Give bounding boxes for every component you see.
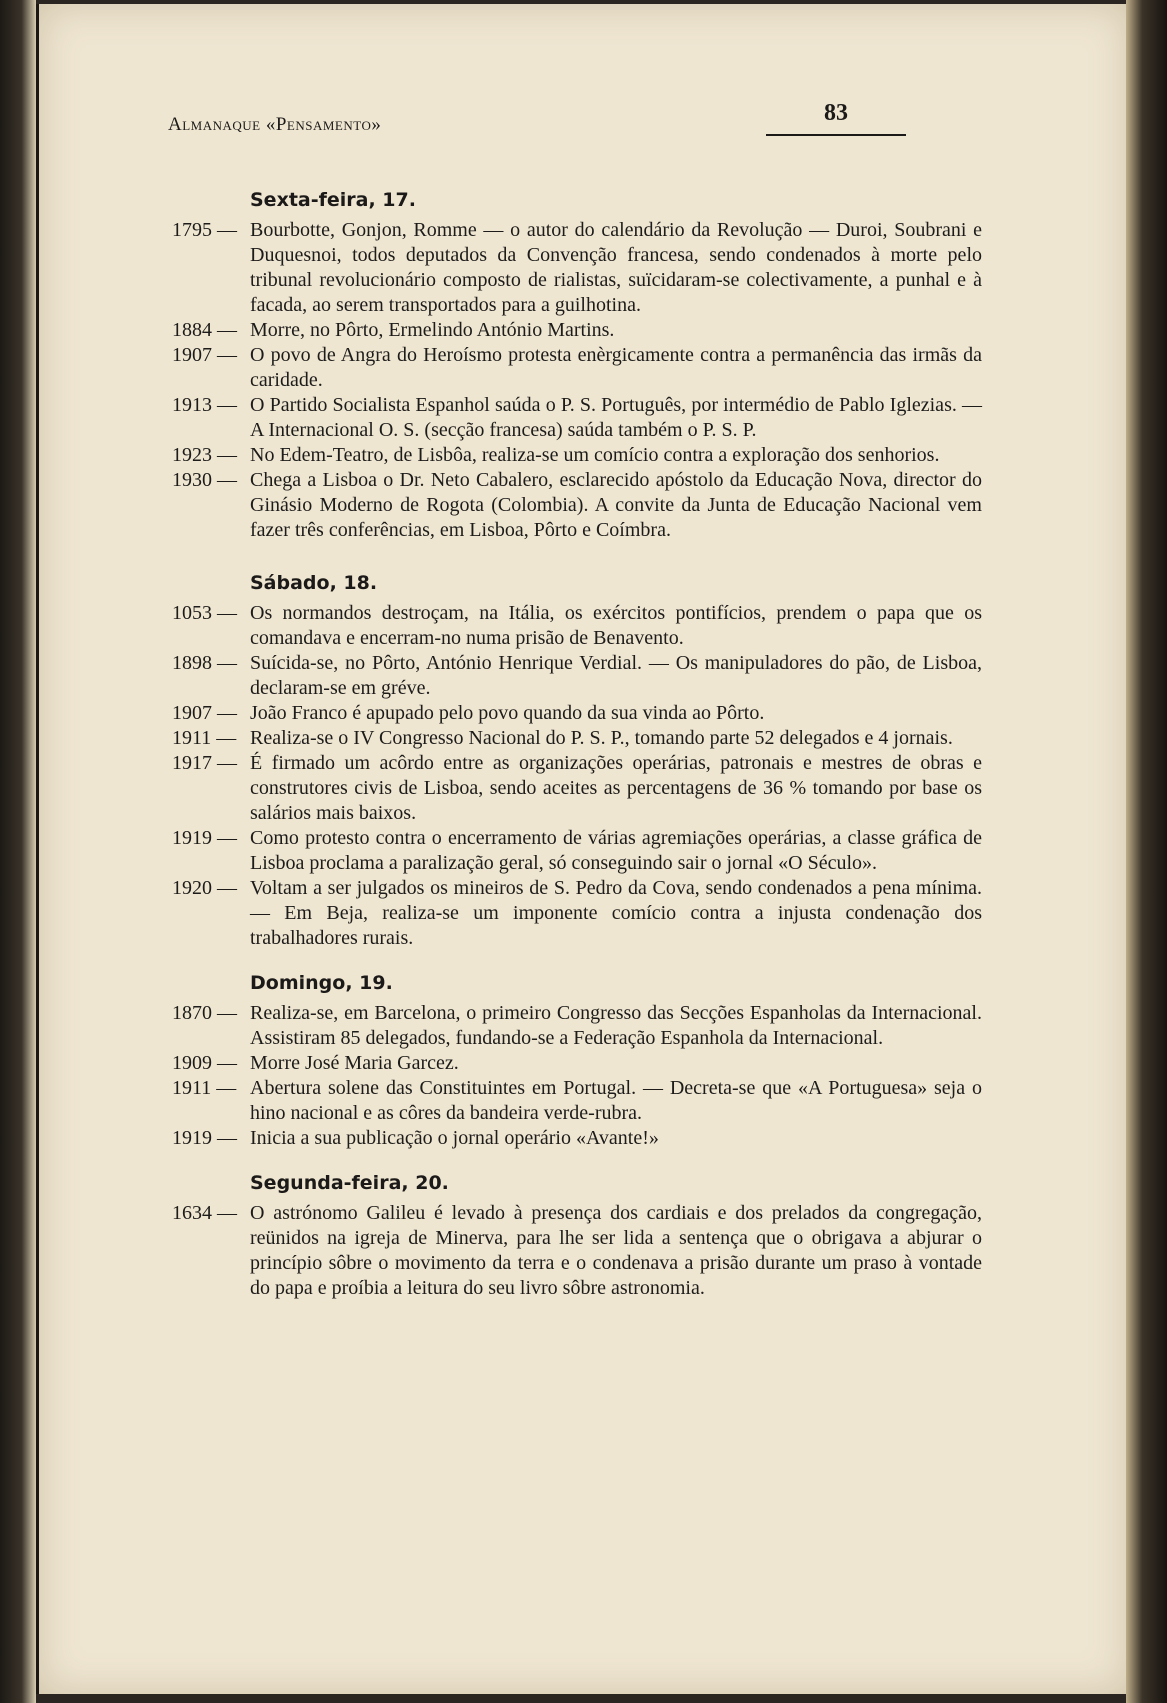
entry-year: 1795 —	[172, 218, 237, 243]
entry-text: Voltam a ser julgados os mineiros de S. Pedro da Cova, sendo condenados a pena mínima. — Em Beja, realiza-se um imponente comício contra a injusta condenação dos trabalhadores rurais.	[250, 877, 982, 949]
entry	[172, 751, 982, 826]
entry-year: 1634 —	[172, 1201, 237, 1226]
entry	[172, 876, 982, 951]
entry-text: Morre, no Pôrto, Ermelindo António Martins.	[250, 319, 615, 341]
book-spine	[0, 0, 36, 1703]
entry-year: 1911 —	[172, 1076, 236, 1101]
entry	[172, 701, 982, 726]
entry-text: O Partido Socialista Espanhol saúda o P. S. Português, por intermédio de Pablo Iglezias. — A Internacional O. S. (secção francesa) saúda também o P. S. P.	[250, 394, 982, 441]
entry	[172, 1051, 982, 1076]
entry-year: 1907 —	[172, 701, 237, 726]
entry-year: 1913 —	[172, 393, 237, 418]
entry-year: 1920 —	[172, 876, 237, 901]
entry	[172, 1001, 982, 1051]
entry-text: Bourbotte, Gonjon, Romme — o autor do calendário da Revolução — Duroi, Soubrani e Duquesnoi, todos deputados da Convenção francesa, sendo condenados à morte pelo tribunal revolucionário composto de rialistas, suïcidaram-se colectivamente, a punhal e à facada, ao serem transportados para a guilhotina.	[250, 219, 982, 316]
entry	[172, 726, 982, 751]
entry	[172, 218, 982, 318]
entry	[172, 826, 982, 876]
almanac-content	[172, 186, 982, 1319]
page-header	[134, 100, 914, 140]
entry-text: Morre José Maria Garcez.	[250, 1052, 459, 1074]
entry	[172, 343, 982, 393]
day-heading: Segunda-feira, 20.	[250, 1172, 449, 1194]
entry-year: 1930 —	[172, 468, 237, 493]
entry-year: 1898 —	[172, 651, 237, 676]
entry-text: É firmado um acôrdo entre as organizações operárias, patronais e mestres de obras e construtores civis de Lisboa, sendo aceites as percentagens de 36 % tomando por base os salários mais baixos.	[250, 752, 982, 824]
entry-text: O astrónomo Galileu é levado à presença dos cardiais e dos prelados da congregação, reünidos na igreja de Minerva, para lhe ser lida a sentença que o obrigava a abjurar o princípio sôbre o movimento da terra e o condenava a prisão durante um praso à vontade do papa e proíbia a leitura do seu livro sôbre astronomia.	[250, 1202, 982, 1299]
entry-year: 1919 —	[172, 826, 237, 851]
entry	[172, 1126, 982, 1151]
entry-year: 1923 —	[172, 443, 237, 468]
header-rule	[766, 134, 906, 136]
entry-text: No Edem-Teatro, de Lisbôa, realiza-se um comício contra a exploração dos senhorios.	[250, 444, 940, 466]
entry-year: 1907 —	[172, 343, 237, 368]
page-number: 83	[824, 100, 848, 126]
entry	[172, 468, 982, 543]
entry	[172, 651, 982, 701]
entry-text: Os normandos destroçam, na Itália, os exércitos pontifícios, prendem o papa que os comandava e encerram-no numa prisão de Benavento.	[250, 602, 982, 649]
entry-year: 1909 —	[172, 1051, 237, 1076]
entry-year: 1919 —	[172, 1126, 237, 1151]
running-title: Almanaque «Pensamento»	[168, 114, 382, 135]
entry	[172, 318, 982, 343]
entry-text: Realiza-se o IV Congresso Nacional do P. S. P., tomando parte 52 delegados e 4 jornais.	[250, 727, 953, 749]
entry-text: Como protesto contra o encerramento de várias agremiações operárias, a classe gráfica de Lisboa proclama a paralização geral, só conseguindo sair o jornal «O Século».	[250, 827, 982, 874]
entry-text: Suícida-se, no Pôrto, António Henrique Verdial. — Os manipuladores do pão, de Lisboa, declaram-se em gréve.	[250, 652, 982, 699]
entry	[172, 601, 982, 651]
entry-year: 1053 —	[172, 601, 237, 626]
day-section	[172, 969, 982, 1151]
entry-year: 1911 —	[172, 726, 236, 751]
entry-text: João Franco é apupado pelo povo quando da sua vinda ao Pôrto.	[250, 702, 765, 724]
entry	[172, 1201, 982, 1301]
day-section	[172, 569, 982, 951]
entry-text: Realiza-se, em Barcelona, o primeiro Congresso das Secções Espanholas da Internacional. Assistiram 85 delegados, fundando-se a Federação Espanhola da Internacional.	[250, 1002, 982, 1049]
entry-text: Chega a Lisboa o Dr. Neto Cabalero, esclarecido apóstolo da Educação Nova, director do Ginásio Moderno de Rogota (Colombia). A convite da Junta de Educação Nacional vem fazer três conferências, em Lisboa, Pôrto e Coímbra.	[250, 469, 982, 541]
page-edge	[1126, 0, 1167, 1703]
entry-year: 1870 —	[172, 1001, 237, 1026]
entry-year: 1884 —	[172, 318, 237, 343]
day-heading: Sábado, 18.	[250, 572, 378, 594]
day-heading: Sexta-feira, 17.	[250, 189, 416, 211]
day-section	[172, 186, 982, 543]
entry-text: Inicia a sua publicação o jornal operário «Avante!»	[250, 1127, 659, 1149]
entry	[172, 443, 982, 468]
day-section	[172, 1169, 982, 1301]
day-heading: Domingo, 19.	[250, 972, 393, 994]
entry-year: 1917 —	[172, 751, 237, 776]
entry	[172, 1076, 982, 1126]
entry-text: O povo de Angra do Heroísmo protesta enèrgicamente contra a permanência das irmãs da caridade.	[250, 344, 982, 391]
entry	[172, 393, 982, 443]
entry-text: Abertura solene das Constituintes em Portugal. — Decreta-se que «A Portuguesa» seja o hino nacional e as côres da bandeira verde-rubra.	[250, 1077, 982, 1124]
